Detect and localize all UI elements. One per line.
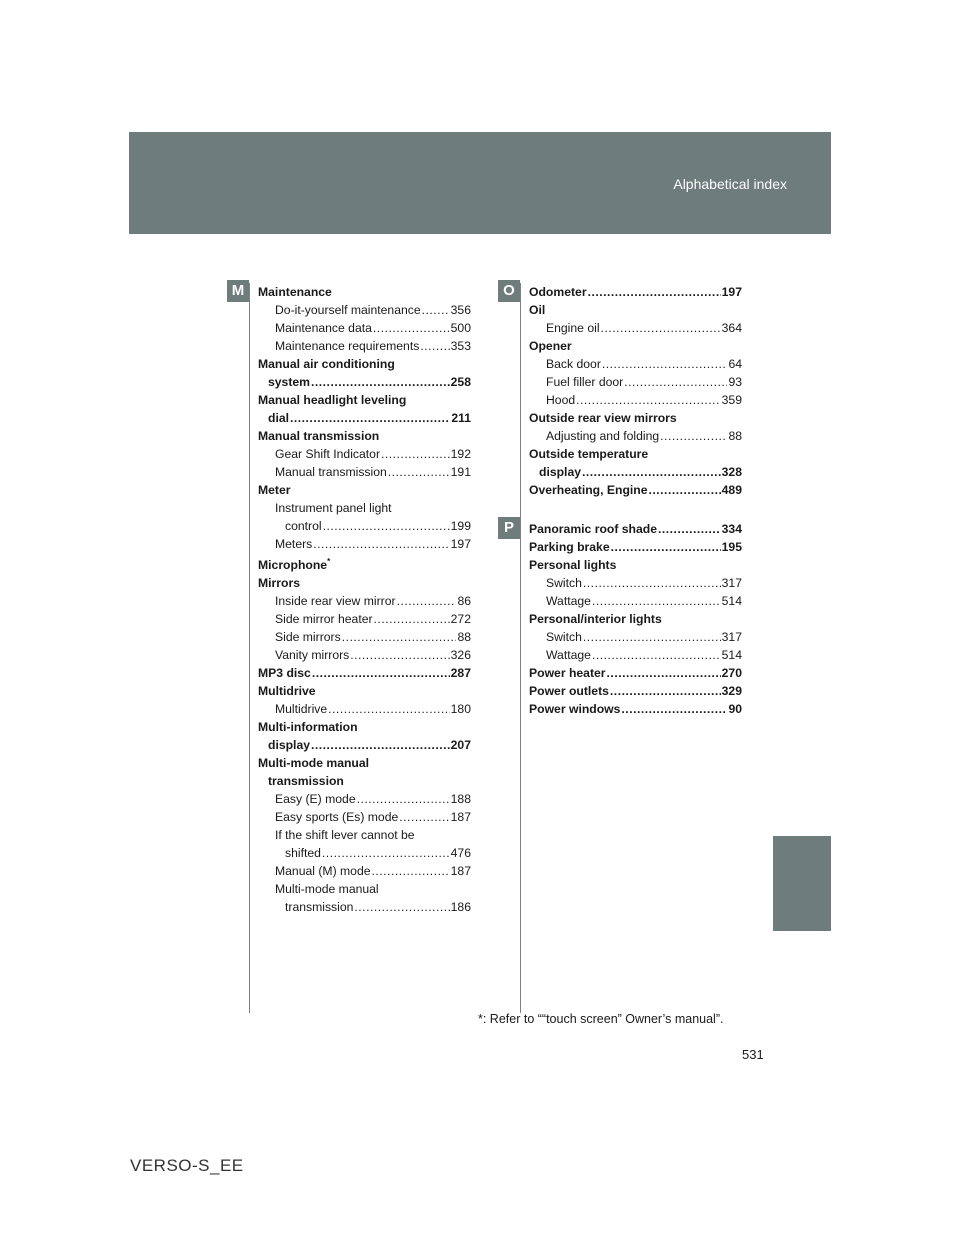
dot-leader bbox=[583, 628, 721, 646]
index-entry-term: transmission bbox=[268, 774, 344, 789]
index-entry-page: 186 bbox=[450, 900, 471, 915]
index-entry-term: Easy (E) mode bbox=[275, 792, 356, 807]
index-entry bbox=[258, 646, 471, 664]
document-code: VERSO-S_EE bbox=[130, 1156, 244, 1175]
index-entry bbox=[258, 445, 471, 463]
index-entry bbox=[258, 283, 471, 301]
index-entry-page: 180 bbox=[450, 702, 471, 717]
index-entry bbox=[529, 646, 742, 664]
index-entry-page: 187 bbox=[450, 864, 471, 879]
index-entry bbox=[258, 427, 471, 445]
index-entry-term: Maintenance bbox=[258, 285, 332, 299]
index-entry-term: Outside temperature bbox=[529, 447, 649, 461]
index-entry bbox=[258, 481, 471, 499]
index-entry bbox=[529, 592, 742, 610]
index-entry-term: Adjusting and folding bbox=[546, 429, 660, 443]
index-entry-term: Odometer bbox=[529, 285, 587, 299]
index-entry-term: dial bbox=[268, 411, 289, 425]
index-entry-term: Side mirror heater bbox=[275, 612, 373, 627]
dot-leader bbox=[381, 445, 450, 463]
index-entry bbox=[529, 556, 742, 574]
letter-tab-o: O bbox=[498, 280, 520, 302]
index-entry-term: Maintenance requirements bbox=[275, 339, 420, 353]
index-entry bbox=[258, 790, 471, 808]
index-entry bbox=[529, 391, 742, 409]
index-entry-term: Parking brake bbox=[529, 540, 610, 554]
dot-leader bbox=[658, 520, 721, 538]
dot-leader bbox=[322, 844, 450, 862]
dot-leader bbox=[397, 592, 457, 610]
index-entry bbox=[529, 337, 742, 355]
index-entry-term: Power heater bbox=[529, 666, 606, 680]
index-entry-term: Manual transmission bbox=[258, 429, 380, 443]
chapter-tab bbox=[773, 836, 831, 931]
index-column-m bbox=[258, 283, 471, 916]
index-entry bbox=[258, 499, 471, 517]
index-entry bbox=[529, 628, 742, 646]
index-entry-term: Meter bbox=[258, 483, 291, 497]
index-entry-page: 195 bbox=[721, 540, 742, 554]
index-entry bbox=[529, 301, 742, 319]
index-entry bbox=[258, 826, 471, 844]
index-entry-term: Manual headlight leveling bbox=[258, 393, 407, 407]
index-entry-page: 270 bbox=[721, 666, 742, 680]
index-entry-term: Easy sports (Es) mode bbox=[275, 810, 399, 825]
index-entry-page: 334 bbox=[721, 522, 742, 536]
column-rule-right bbox=[520, 283, 521, 1013]
index-entry-term: Multidrive bbox=[258, 684, 316, 699]
dot-leader bbox=[323, 517, 450, 535]
index-entry-page: 359 bbox=[721, 393, 742, 407]
index-column-o bbox=[529, 283, 742, 499]
dot-leader bbox=[607, 664, 721, 682]
index-entry-term: Maintenance data bbox=[275, 321, 372, 335]
index-entry-term: If the shift lever cannot be bbox=[275, 828, 415, 843]
index-entry-term: Multi-mode manual bbox=[275, 882, 379, 897]
dot-leader bbox=[583, 574, 721, 592]
dot-leader bbox=[588, 283, 721, 301]
index-entry-term: Engine oil bbox=[546, 321, 600, 335]
index-entry-term: control bbox=[285, 519, 322, 533]
index-entry bbox=[529, 355, 742, 373]
index-entry-term: system bbox=[268, 375, 311, 389]
index-entry-page: 86 bbox=[457, 594, 471, 609]
dot-leader bbox=[582, 463, 721, 481]
index-entry bbox=[258, 463, 471, 481]
index-entry-term: Opener bbox=[529, 339, 572, 353]
index-entry bbox=[258, 898, 471, 916]
index-entry bbox=[258, 337, 471, 355]
index-entry-page: 207 bbox=[450, 738, 471, 753]
index-entry bbox=[258, 844, 471, 862]
index-entry bbox=[258, 718, 471, 736]
index-entry-term: display bbox=[268, 738, 310, 753]
index-entry bbox=[258, 808, 471, 826]
dot-leader bbox=[576, 391, 721, 409]
index-entry-term: transmission bbox=[285, 900, 354, 915]
index-entry bbox=[258, 301, 471, 319]
index-entry-page: 272 bbox=[450, 612, 471, 627]
index-entry bbox=[258, 664, 471, 682]
index-entry-term: Switch bbox=[546, 630, 582, 644]
index-entry-term: Manual transmission bbox=[275, 465, 387, 479]
index-entry-page: 356 bbox=[450, 303, 471, 317]
dot-leader bbox=[621, 700, 727, 718]
index-entry-term: Mirrors bbox=[258, 576, 300, 591]
index-entry-term: Instrument panel light bbox=[275, 501, 392, 515]
dot-leader bbox=[342, 628, 457, 646]
index-entry bbox=[258, 592, 471, 610]
dot-leader bbox=[290, 409, 450, 427]
index-entry-page: 317 bbox=[721, 576, 742, 590]
index-entry-term: Hood bbox=[546, 393, 576, 407]
index-entry bbox=[529, 409, 742, 427]
index-entry bbox=[529, 574, 742, 592]
index-entry-term: Fuel filler door bbox=[546, 375, 624, 389]
index-entry bbox=[258, 772, 471, 790]
index-entry-page: 197 bbox=[450, 537, 471, 551]
dot-leader bbox=[420, 337, 449, 355]
index-entry bbox=[258, 319, 471, 337]
index-entry-term: Overheating, Engine bbox=[529, 483, 648, 497]
dot-leader bbox=[350, 646, 449, 664]
index-entry bbox=[258, 391, 471, 409]
index-entry bbox=[258, 736, 471, 754]
dot-leader bbox=[374, 610, 450, 628]
dot-leader bbox=[602, 355, 728, 373]
index-entry bbox=[529, 481, 742, 499]
index-entry bbox=[529, 700, 742, 718]
index-entry-page: 197 bbox=[721, 285, 742, 299]
index-entry-page: 93 bbox=[728, 375, 742, 389]
index-entry-page: 489 bbox=[721, 483, 742, 497]
index-entry bbox=[258, 754, 471, 772]
index-entry-term: Back door bbox=[546, 357, 601, 371]
index-entry-term: Do-it-yourself maintenance bbox=[275, 303, 421, 317]
index-entry-term: Personal/interior lights bbox=[529, 612, 662, 626]
dot-leader bbox=[313, 535, 449, 553]
index-entry-term: Outside rear view mirrors bbox=[529, 411, 677, 425]
index-entry-page: 364 bbox=[721, 321, 742, 335]
index-entry-term: Wattage bbox=[546, 594, 591, 608]
dot-leader bbox=[660, 427, 727, 445]
index-entry-term: Switch bbox=[546, 576, 582, 590]
index-entry-term: Multi-mode manual bbox=[258, 756, 370, 771]
index-entry-term: MP3 disc bbox=[258, 666, 311, 681]
index-entry-page: 88 bbox=[457, 630, 471, 645]
index-entry-term: Side mirrors bbox=[275, 630, 341, 645]
index-entry bbox=[258, 409, 471, 427]
dot-leader bbox=[354, 898, 449, 916]
index-entry-page: 199 bbox=[450, 519, 471, 533]
index-entry bbox=[529, 319, 742, 337]
index-entry-page: 192 bbox=[450, 447, 471, 461]
index-entry-term: Multi-information bbox=[258, 720, 358, 735]
index-entry bbox=[258, 682, 471, 700]
index-entry-page: 326 bbox=[450, 648, 471, 663]
index-entry bbox=[258, 355, 471, 373]
index-entry bbox=[258, 574, 471, 592]
index-entry bbox=[258, 535, 471, 553]
index-entry-page: 287 bbox=[450, 666, 471, 681]
index-entry-page: 191 bbox=[450, 465, 471, 479]
index-entry-page: 476 bbox=[450, 846, 471, 861]
dot-leader bbox=[601, 319, 721, 337]
index-entry-page: 90 bbox=[728, 702, 742, 716]
index-entry-page: 514 bbox=[721, 594, 742, 608]
index-entry-term: Oil bbox=[529, 303, 546, 317]
dot-leader bbox=[624, 373, 727, 391]
header-band bbox=[129, 132, 831, 234]
index-entry-term: Microphone* bbox=[258, 557, 331, 573]
index-entry bbox=[258, 373, 471, 391]
index-entry-page: 188 bbox=[450, 792, 471, 807]
footnote: *: Refer to ““touch screen” Owner’s manual”. bbox=[478, 1012, 724, 1026]
index-entry-page: 88 bbox=[728, 429, 742, 443]
index-entry-term: Gear Shift Indicator bbox=[275, 447, 380, 461]
dot-leader bbox=[373, 319, 450, 337]
index-column-p bbox=[529, 520, 742, 718]
index-entry-term: Panoramic roof shade bbox=[529, 522, 658, 536]
index-entry-term: Power outlets bbox=[529, 684, 609, 698]
index-entry bbox=[258, 862, 471, 880]
index-entry bbox=[529, 664, 742, 682]
page-number: 531 bbox=[742, 1047, 764, 1062]
dot-leader bbox=[311, 736, 450, 754]
index-entry-page: 329 bbox=[721, 684, 742, 698]
index-entry-term: Manual (M) mode bbox=[275, 864, 371, 879]
index-entry-term: Power windows bbox=[529, 702, 621, 716]
index-entry bbox=[529, 538, 742, 556]
index-entry-page: 64 bbox=[728, 357, 742, 371]
index-entry bbox=[529, 520, 742, 538]
index-entry bbox=[529, 283, 742, 301]
index-entry-page: 500 bbox=[450, 321, 471, 335]
dot-leader bbox=[312, 664, 450, 682]
index-entry bbox=[258, 628, 471, 646]
index-entry bbox=[529, 610, 742, 628]
index-entry-page: 211 bbox=[451, 411, 471, 425]
dot-leader bbox=[611, 538, 721, 556]
index-entry-page: 187 bbox=[450, 810, 471, 825]
index-entry bbox=[529, 463, 742, 481]
index-entry bbox=[258, 610, 471, 628]
dot-leader bbox=[388, 463, 450, 481]
index-entry bbox=[258, 553, 471, 574]
index-entry bbox=[258, 517, 471, 535]
index-entry-term: shifted bbox=[285, 846, 321, 861]
dot-leader bbox=[357, 790, 450, 808]
index-entry bbox=[529, 427, 742, 445]
index-entry-page: 258 bbox=[450, 375, 471, 389]
index-entry-term: Inside rear view mirror bbox=[275, 594, 396, 609]
index-entry-page: 328 bbox=[721, 465, 742, 479]
dot-leader bbox=[422, 301, 450, 319]
dot-leader bbox=[649, 481, 721, 499]
index-entry-term: Wattage bbox=[546, 648, 591, 662]
dot-leader bbox=[610, 682, 721, 700]
dot-leader bbox=[328, 700, 450, 718]
dot-leader bbox=[399, 808, 449, 826]
letter-tab-p: P bbox=[498, 517, 520, 539]
index-entry-page: 317 bbox=[721, 630, 742, 644]
index-entry-term: display bbox=[539, 465, 581, 479]
index-entry-page: 514 bbox=[721, 648, 742, 662]
index-entry-term: Vanity mirrors bbox=[275, 648, 350, 663]
section-title: Alphabetical index bbox=[673, 176, 787, 192]
index-entry bbox=[258, 880, 471, 898]
index-entry-page: 353 bbox=[450, 339, 471, 353]
index-entry-term: Meters bbox=[275, 537, 313, 551]
index-entry bbox=[529, 445, 742, 463]
index-entry bbox=[258, 700, 471, 718]
dot-leader bbox=[592, 646, 721, 664]
index-entry bbox=[529, 682, 742, 700]
dot-leader bbox=[311, 373, 450, 391]
dot-leader bbox=[372, 862, 450, 880]
index-entry-term: Multidrive bbox=[275, 702, 328, 717]
index-entry-term: Manual air conditioning bbox=[258, 357, 395, 371]
index-entry bbox=[529, 373, 742, 391]
column-rule-left bbox=[249, 283, 250, 1013]
letter-tab-m: M bbox=[227, 280, 249, 302]
dot-leader bbox=[592, 592, 721, 610]
index-entry-term: Personal lights bbox=[529, 558, 617, 572]
